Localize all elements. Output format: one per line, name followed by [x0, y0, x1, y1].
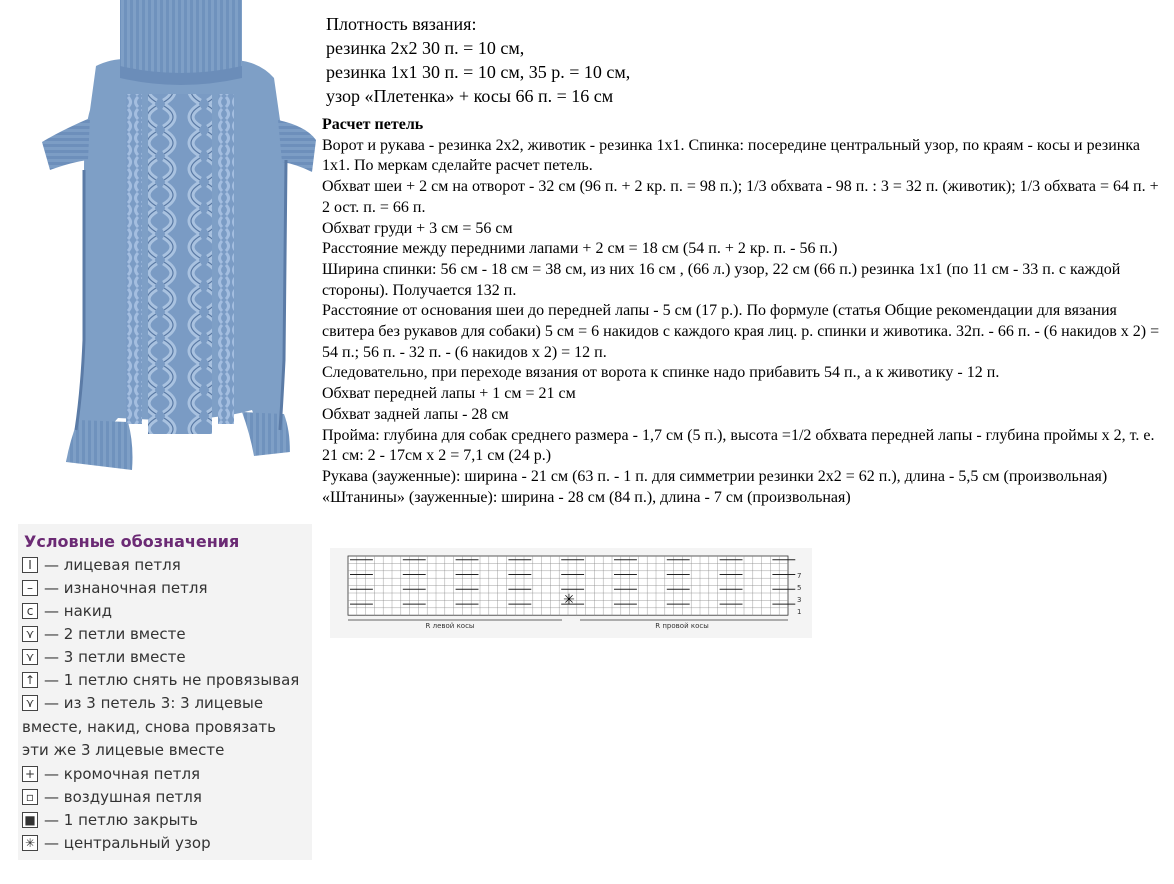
density-line: узор «Плетенка» + косы 66 п. = 16 см	[326, 86, 614, 106]
calc-paragraph: Ворот и рукава - резинка 2х2, животик - резинка 1х1. Спинка: посередине центральный узор, по краям - косы и резинка 1х1. По меркам сделайте расчет петель.	[322, 136, 1140, 175]
yarn-over-icon: c	[22, 603, 38, 619]
density-line: резинка 2х2 30 п. = 10 см,	[326, 38, 525, 58]
calc-paragraph: Ширина спинки: 56 см - 18 см = 38 см, из них 16 см , (66 л.) узор, 22 см (66 п.) резинка 1х1 (по 11 см - 33 п. с каждой стороны). Получается 132 п.	[322, 260, 1121, 299]
legend-continuation: вместе, накид, снова провязать	[22, 718, 276, 736]
central-pattern-icon: ✳	[22, 835, 38, 851]
chain-stitch-icon: ▫	[22, 789, 38, 805]
knitting-chart	[330, 548, 812, 638]
legend-title: Условные обозначения	[24, 532, 240, 551]
legend-continuation: эти же 3 лицевые вместе	[22, 741, 225, 759]
dog-sweater-photo	[28, 0, 316, 476]
edge-stitch-icon: +	[22, 766, 38, 782]
legend-label: — 3 петли вместе	[44, 648, 186, 666]
legend-label: — накид	[44, 602, 112, 620]
calc-paragraph: «Штанины» (зауженные): ширина - 28 см (84 п.), длина - 7 см (произвольная)	[322, 488, 851, 506]
legend-label: — лицевая петля	[44, 556, 181, 574]
legend-item	[22, 602, 112, 620]
knit-stitch-icon: I	[22, 557, 38, 573]
legend-label: — воздушная петля	[44, 788, 202, 806]
knitting-chart-svg	[330, 548, 812, 638]
legend-item	[22, 834, 211, 852]
bind-off-icon: ■	[22, 812, 38, 828]
calc-paragraph: Обхват шеи + 2 см на отворот - 32 см (96 п. + 2 кр. п. = 98 п.); 1/3 обхвата - 98 п. : 3 = 32 п. (животик); 1/3 обхвата = 64 п. + 2 ост. п. = 66 п.	[322, 178, 1159, 216]
k2tog-icon: ⋎	[22, 626, 38, 642]
chart-center-symbol: ✳	[563, 592, 575, 608]
three-from-three-icon: ⋎	[22, 695, 38, 711]
calc-paragraph: Обхват задней лапы - 28 см	[322, 405, 509, 423]
legend-label: — кромочная петля	[44, 765, 201, 783]
density-title: Плотность вязания:	[326, 14, 477, 34]
legend-label: — 2 петли вместе	[44, 625, 186, 643]
calc-paragraph: Обхват груди + 3 см = 56 см	[322, 219, 513, 237]
legend-label: — из 3 петель 3: 3 лицевые	[44, 694, 264, 712]
calc-paragraph: Обхват передней лапы + 1 см = 21 см	[322, 385, 576, 403]
density-line: резинка 1х1 30 п. = 10 см, 35 р. = 10 см,	[326, 62, 631, 82]
knitting-density	[326, 12, 630, 108]
purl-stitch-icon: –	[22, 580, 38, 596]
legend-item	[22, 648, 186, 666]
chart-row-label: 7	[797, 572, 802, 580]
chart-row-label: 3	[797, 596, 802, 604]
legend-label: — 1 петлю снять не провязывая	[44, 671, 300, 689]
legend-item	[22, 788, 202, 806]
legend-item	[22, 694, 263, 712]
k3tog-icon: ⋎	[22, 649, 38, 665]
legend-label: — изнаночная петля	[44, 579, 208, 597]
legend-label: — центральный узор	[44, 834, 211, 852]
calc-paragraph: Пройма: глубина для собак среднего размера - 1,7 см (5 п.), высота =1/2 обхвата передней лапы - глубина проймы х 2, т. е. 21 см: 2 - 17см х 2 = 7,1 см (24 р.)	[322, 426, 1155, 465]
legend-label: — 1 петлю закрыть	[44, 811, 199, 829]
calculation-heading: Расчет петель	[322, 116, 424, 133]
legend-item	[22, 556, 181, 574]
chart-right-label: R провой косы	[655, 622, 709, 630]
legend-item	[22, 811, 198, 829]
legend-item	[22, 625, 186, 643]
calc-paragraph: Расстояние от основания шеи до передней лапы - 5 см (17 р.). По формуле (статья Общие рекомендации для вязания свитера без рукавов для собаки) 5 см = 6 накидов с каждого края лиц. р. спинки и животика. 32п. - 66 п. - (6 накидов х 2) = 54 п.; 56 п. - 32 п. - (6 накидов х 2) = 12 п.	[322, 302, 1160, 361]
calc-paragraph: Следовательно, при переходе вязания от ворота к спинке надо прибавить 54 п., а к животику - 12 п.	[322, 364, 1000, 382]
chart-left-label: R левой косы	[425, 622, 475, 630]
stitch-calculation	[322, 115, 1162, 508]
legend-item	[22, 671, 299, 689]
legend-item	[22, 579, 208, 597]
legend-item	[22, 765, 200, 783]
calc-paragraph: Расстояние между передними лапами + 2 см = 18 см (54 п. + 2 кр. п. - 56 п.)	[322, 240, 838, 258]
chart-row-label: 1	[797, 608, 802, 616]
slip-stitch-icon: ↑	[22, 672, 38, 688]
chart-row-label: 5	[797, 584, 802, 592]
symbol-legend	[18, 524, 312, 860]
calc-paragraph: Рукава (зауженные): ширина - 21 см (63 п. - 1 п. для симметрии резинки 2х2 = 62 п.), длина - 5,5 см (произвольная)	[322, 467, 1108, 485]
